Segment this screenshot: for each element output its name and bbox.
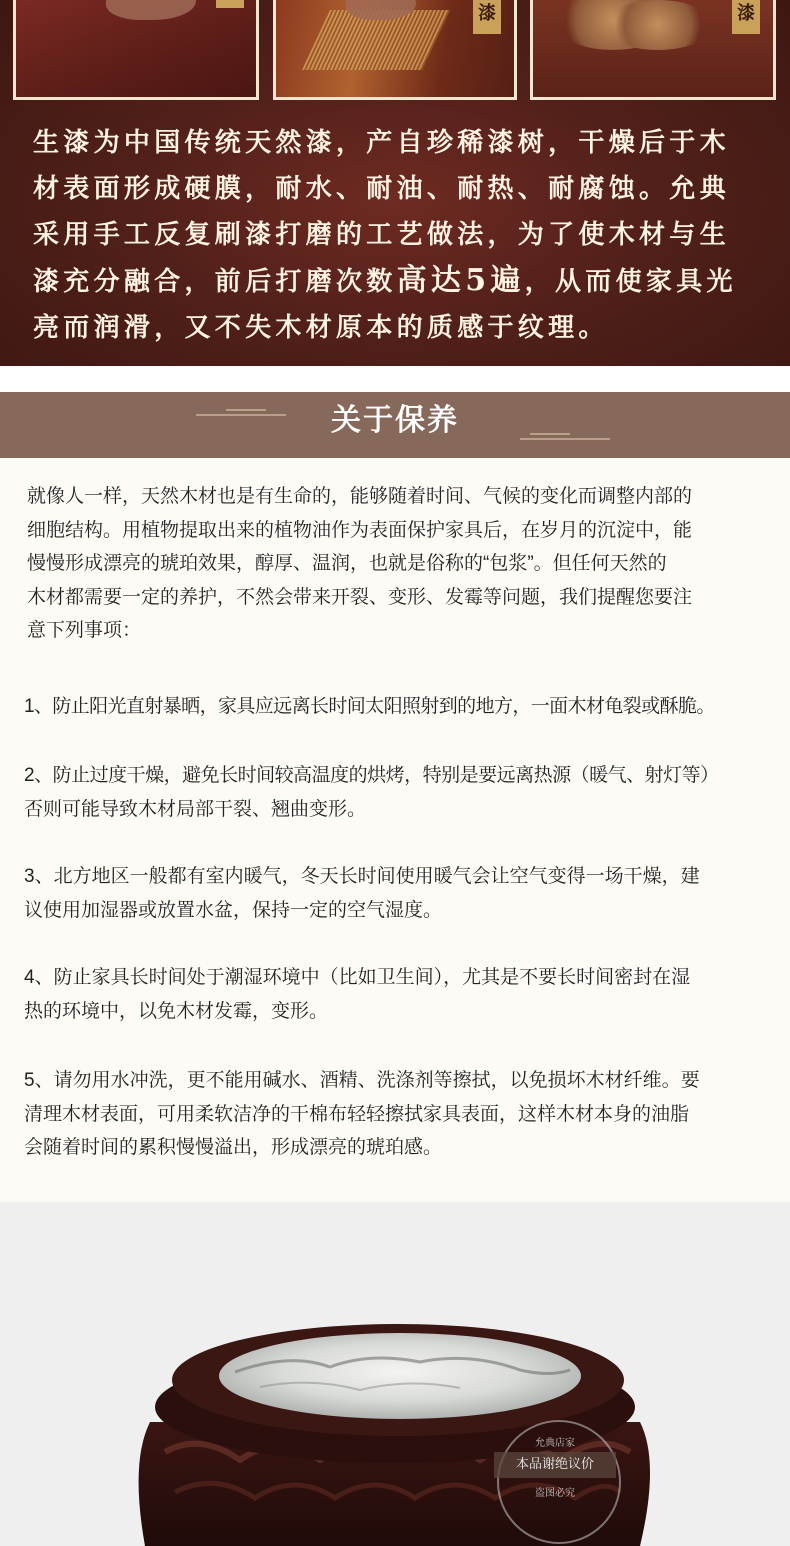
care-item-4 xyxy=(24,961,784,1028)
care-item-2 xyxy=(24,759,784,826)
section-title: 关于保养 xyxy=(331,403,459,438)
description-line: 生漆为中国传统天然漆，产自珍稀漆树，干燥后于木 xyxy=(33,128,730,158)
product-photo xyxy=(0,1202,790,1546)
care-line: 否则可能导致木材局部干裂、翘曲变形。 xyxy=(24,798,367,820)
care-item-5 xyxy=(24,1064,784,1165)
lacquer-description xyxy=(33,120,763,351)
care-line: 1、防止阳光直射暴晒，家具应远离长时间太阳照射到的地方，一面木材龟裂或酥脆。 xyxy=(24,696,715,717)
care-line: 就像人一样，天然木材也是有生命的，能够随着时间、气候的变化而调整内部的 xyxy=(27,486,693,507)
care-line: 5、请勿用水冲洗，更不能用碱水、酒精、洗涤剂等擦拭，以免损坏木材纤维。要 xyxy=(24,1070,700,1091)
description-line: 材表面形成硬膜，耐水、耐油、耐热、耐腐蚀。允典 xyxy=(33,174,730,204)
photo-tag xyxy=(216,0,244,8)
fiber-image xyxy=(603,0,713,50)
watermark-bottom-text: 盗图必究 xyxy=(535,1488,575,1499)
description-text: ，从而使家具光 xyxy=(524,267,737,297)
care-line: 3、北方地区一般都有室内暖气，冬天长时间使用暖气会让空气变得一场干燥，建 xyxy=(24,866,700,887)
photo-tag: 漆 xyxy=(473,0,501,34)
care-section xyxy=(0,458,790,1202)
description-line xyxy=(33,258,763,305)
care-line: 会随着时间的累积慢慢溢出，形成漂亮的琥珀感。 xyxy=(24,1137,443,1158)
care-line: 2、防止过度干燥，避免长时间较高温度的烘烤，特别是要远离热源（暖气、射灯等） xyxy=(24,765,719,786)
highlight-text: 高达5遍 xyxy=(396,263,525,298)
care-line: 4、防止家具长时间处于潮湿环境中（比如卫生间），尤其是不要长时间密封在湿 xyxy=(24,967,691,988)
care-intro xyxy=(27,480,763,648)
lacquer-banner xyxy=(0,0,790,366)
craft-photo-1 xyxy=(13,0,259,100)
hand-image xyxy=(106,0,196,20)
section-header xyxy=(0,392,790,458)
care-line: 热的环境中，以免木材发霉，变形。 xyxy=(24,1000,329,1022)
watermark-label: 本品谢绝议价 xyxy=(494,1452,616,1478)
round-stool-image xyxy=(0,1202,790,1546)
description-text: 漆充分融合，前后打磨次数 xyxy=(33,267,397,297)
photo-tag: 漆 xyxy=(732,0,760,34)
care-item-3 xyxy=(24,860,784,927)
care-line: 议使用加湿器或放置水盆，保持一定的空气湿度。 xyxy=(24,899,443,921)
description-line: 亮而润滑，又不失木材原本的质感于纹理。 xyxy=(33,313,609,343)
care-line: 细胞结构。用植物提取出来的植物油作为表面保护家具后，在岁月的沉淀中，能 xyxy=(27,519,693,541)
craft-photo-3 xyxy=(530,0,776,100)
care-line: 慢慢形成漂亮的琥珀效果，醇厚、温润，也就是俗称的“包浆”。但任何天然的 xyxy=(27,553,667,574)
watermark-top-text: 允典店家 xyxy=(535,1438,575,1449)
craft-photo-2 xyxy=(273,0,517,100)
description-line: 采用手工反复刷漆打磨的工艺做法，为了使木材与生 xyxy=(33,220,730,250)
care-line: 清理木材表面，可用柔软洁净的干棉布轻轻擦拭家具表面，这样木材本身的油脂 xyxy=(24,1103,690,1125)
care-item-1 xyxy=(24,690,784,724)
care-line: 意下列事项： xyxy=(27,620,142,641)
care-line: 木材都需要一定的养护，不然会带来开裂、变形、发霉等问题，我们提醒您要注 xyxy=(27,586,693,608)
